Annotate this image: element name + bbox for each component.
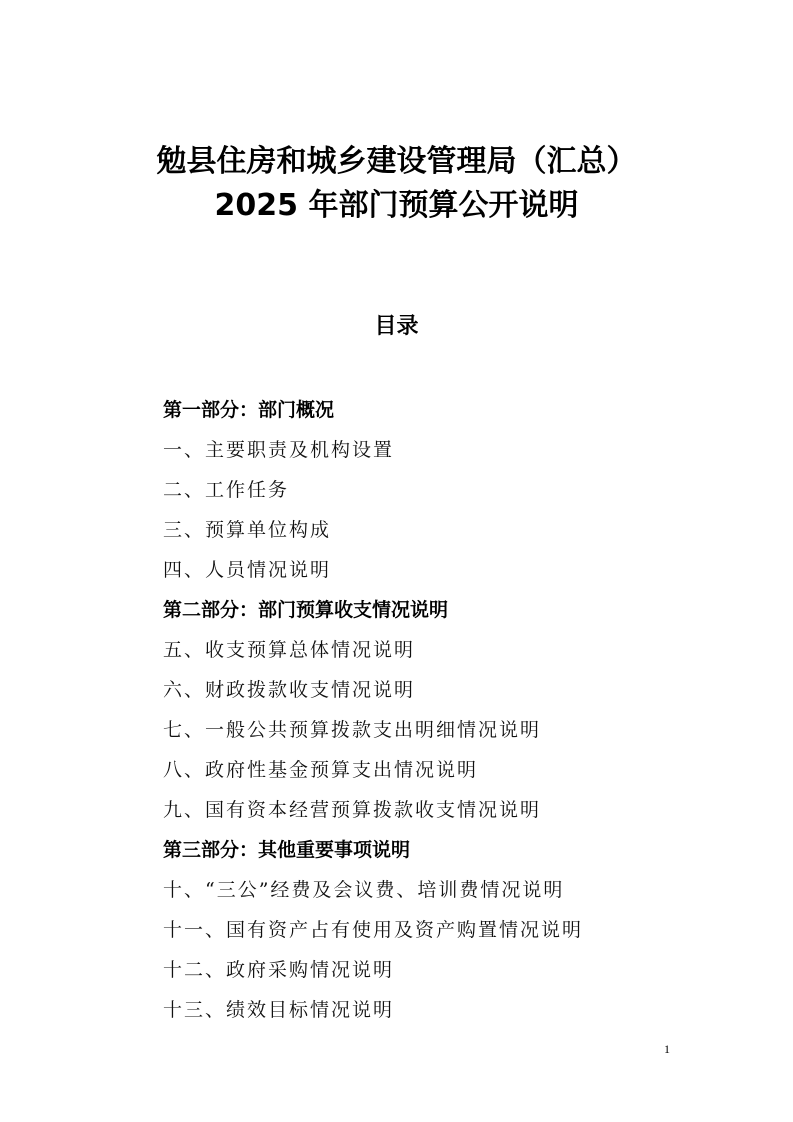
toc-part-2: 第二部分：部门预算收支情况说明 xyxy=(163,599,449,621)
toc-item: 八、政府性基金预算支出情况说明 xyxy=(163,759,479,781)
toc-item: 九、国有资本经营预算拨款收支情况说明 xyxy=(163,799,542,821)
toc-item: 六、财政拨款收支情况说明 xyxy=(163,679,416,701)
toc-item: 十三、绩效目标情况说明 xyxy=(163,999,395,1021)
document-title-line1: 勉县住房和城乡建设管理局（汇总） xyxy=(156,144,637,179)
toc-item: 五、收支预算总体情况说明 xyxy=(163,639,416,661)
toc-item: 七、一般公共预算拨款支出明细情况说明 xyxy=(163,719,542,741)
toc-item: 十一、国有资产占有使用及资产购置情况说明 xyxy=(163,919,584,941)
toc-item: 四、人员情况说明 xyxy=(163,559,332,581)
toc-heading: 目录 xyxy=(374,314,419,339)
toc-item: 三、预算单位构成 xyxy=(163,519,332,541)
toc-part-1: 第一部分：部门概况 xyxy=(163,399,335,421)
toc-item: 十二、政府采购情况说明 xyxy=(163,959,395,981)
toc-item: 一、主要职责及机构设置 xyxy=(163,439,395,461)
document-title-line2: 2025 年部门预算公开说明 xyxy=(214,188,579,223)
toc-part-3: 第三部分：其他重要事项说明 xyxy=(163,839,411,861)
toc-item: 十、“三公”经费及会议费、培训费情况说明 xyxy=(163,879,565,901)
page-number: 1 xyxy=(664,1042,670,1056)
table-of-contents xyxy=(163,390,723,1030)
toc-item: 二、工作任务 xyxy=(163,479,290,501)
